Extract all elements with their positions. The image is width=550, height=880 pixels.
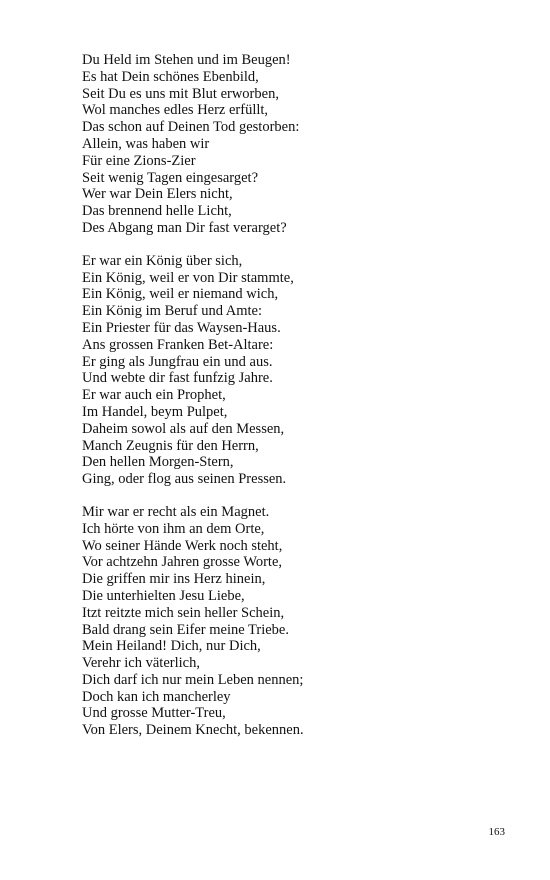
poem-line: Er ging als Jungfrau ein und aus. xyxy=(82,353,273,370)
poem-line: Allein, was haben wir xyxy=(82,135,210,152)
poem-line: Den hellen Morgen-Stern, xyxy=(82,454,234,471)
poem-text xyxy=(82,52,502,755)
poem-line: Manch Zeugnis für den Herrn, xyxy=(82,437,259,454)
poem-line: Ein König, weil er niemand wich, xyxy=(82,286,279,303)
poem-line: Bald drang sein Eifer meine Triebe. xyxy=(82,621,289,638)
poem-line: Das brennend helle Licht, xyxy=(82,203,232,220)
poem-line: Ging, oder flog aus seinen Pressen. xyxy=(82,471,287,488)
poem-line: Wol manches edles Herz erfüllt, xyxy=(82,102,269,119)
poem-line: Daheim sowol als auf den Messen, xyxy=(82,420,285,437)
poem-line: Vor achtzehn Jahren grosse Worte, xyxy=(82,554,283,571)
poem-line: Im Handel, beym Pulpet, xyxy=(82,403,228,420)
stanza-2 xyxy=(82,253,502,488)
poem-line: Er war auch ein Prophet, xyxy=(82,387,226,404)
poem-line: Itzt reitzte mich sein heller Schein, xyxy=(82,604,285,621)
poem-line: Dich darf ich nur mein Leben nennen; xyxy=(82,671,304,688)
poem-line: Des Abgang man Dir fast verarget? xyxy=(82,219,287,236)
stanza-1 xyxy=(82,52,502,237)
poem-line: Seit wenig Tagen eingesarget? xyxy=(82,169,259,186)
poem-line: Doch kan ich mancherley xyxy=(82,688,231,705)
poem-line: Wo seiner Hände Werk noch steht, xyxy=(82,537,283,554)
poem-line: Und webte dir fast funfzig Jahre. xyxy=(82,370,273,387)
poem-line: Du Held im Stehen und im Beugen! xyxy=(82,52,291,68)
poem-line: Von Elers, Deinem Knecht, bekennen. xyxy=(82,722,304,739)
poem-line: Mein Heiland! Dich, nur Dich, xyxy=(82,638,261,655)
poem-line: Es hat Dein schönes Ebenbild, xyxy=(82,68,259,85)
poem-line: Die unterhielten Jesu Liebe, xyxy=(82,587,245,604)
poem-line: Ein König im Beruf und Amte: xyxy=(82,303,263,320)
page-number: 163 xyxy=(488,826,505,838)
poem-line: Ein Priester für das Waysen-Haus. xyxy=(82,319,281,336)
poem-line: Ich hörte von ihm an dem Orte, xyxy=(82,520,265,537)
poem-line: Seit Du es uns mit Blut erworben, xyxy=(82,85,279,102)
poem-line: Wer war Dein Elers nicht, xyxy=(82,186,233,203)
poem-line: Verehr ich väterlich, xyxy=(82,655,200,672)
poem-line: Und grosse Mutter-Treu, xyxy=(82,705,226,722)
poem-line: Ans grossen Franken Bet-Altare: xyxy=(82,336,274,353)
poem-line: Für eine Zions-Zier xyxy=(82,152,196,169)
poem-line: Die griffen mir ins Herz hinein, xyxy=(82,571,266,588)
poem-line: Das schon auf Deinen Tod gestorben: xyxy=(82,119,300,136)
poem-line: Mir war er recht als ein Magnet. xyxy=(82,503,270,520)
poem-line: Er war ein König über sich, xyxy=(82,252,243,269)
stanza-3 xyxy=(82,504,502,739)
poem-line: Ein König, weil er von Dir stammte, xyxy=(82,269,294,286)
